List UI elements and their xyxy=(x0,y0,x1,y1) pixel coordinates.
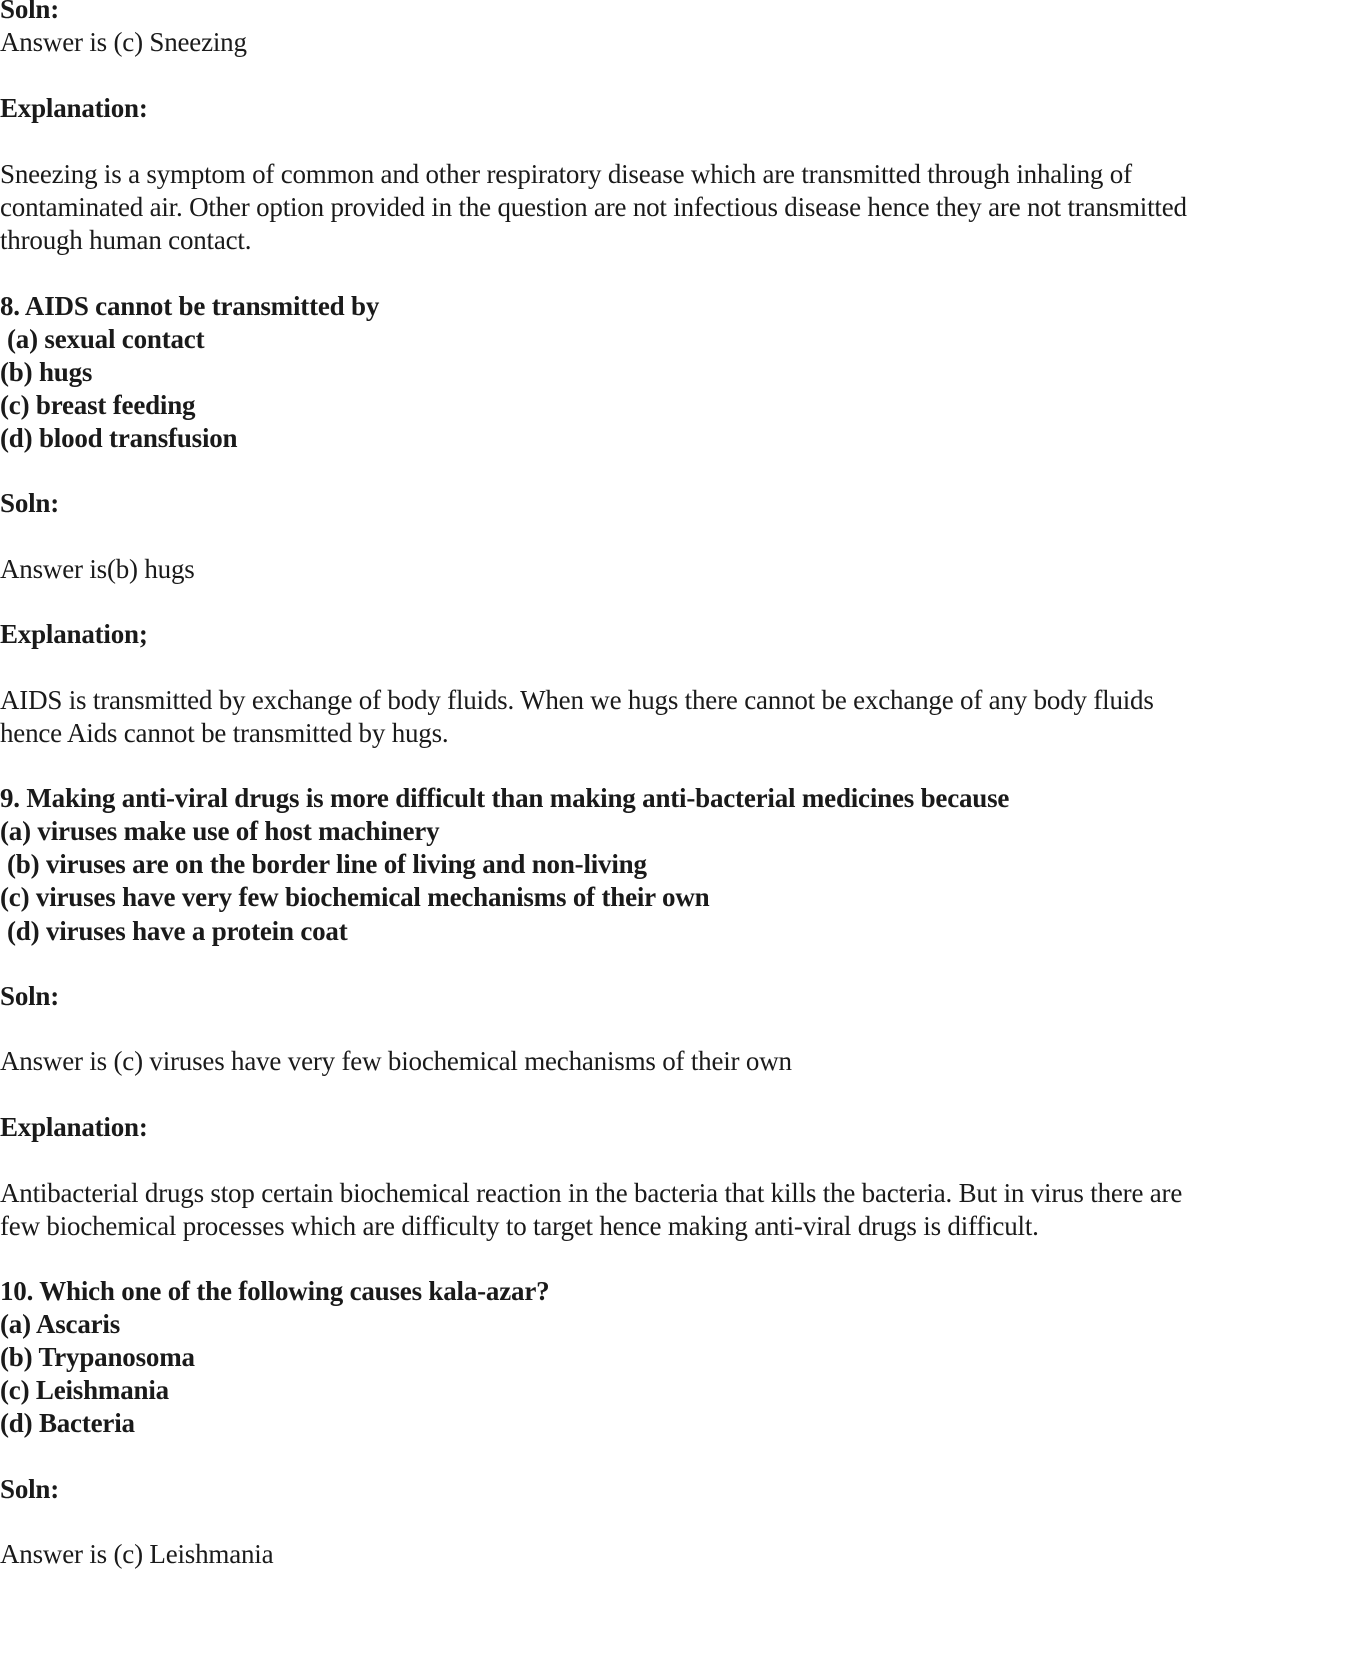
answer-text: Answer is (c) Sneezing xyxy=(0,27,247,57)
option-d: (d) blood transfusion xyxy=(0,423,238,453)
question-title: 8. AIDS cannot be transmitted by xyxy=(0,291,380,321)
answer-text: Answer is (c) Leishmania xyxy=(0,1539,274,1569)
explanation-label: Explanation; xyxy=(0,619,148,649)
option-b: (b) viruses are on the border line of living and non-living xyxy=(7,849,647,879)
option-a: (a) viruses make use of host machinery xyxy=(0,816,440,846)
explanation-line: AIDS is transmitted by exchange of body fluids. When we hugs there cannot be exchange of any body fluids xyxy=(0,685,1154,715)
option-c: (c) viruses have very few biochemical mechanisms of their own xyxy=(0,882,710,912)
option-a: (a) Ascaris xyxy=(0,1309,121,1339)
explanation-label: Explanation: xyxy=(0,1112,148,1142)
question-title: 10. Which one of the following causes kala-azar? xyxy=(0,1276,550,1306)
option-c: (c) breast feeding xyxy=(0,390,196,420)
explanation-line: through human contact. xyxy=(0,225,252,255)
option-d: (d) Bacteria xyxy=(0,1408,135,1438)
option-a: (a) sexual contact xyxy=(7,324,205,354)
explanation-label: Explanation: xyxy=(0,93,148,123)
explanation-line: hence Aids cannot be transmitted by hugs. xyxy=(0,718,449,748)
explanation-line: contaminated air. Other option provided in the question are not infectious disease hence they are not transmitted xyxy=(0,192,1187,222)
question-title: 9. Making anti-viral drugs is more difficult than making anti-bacterial medicines because xyxy=(0,783,1010,813)
explanation-line: Sneezing is a symptom of common and other respiratory disease which are transmitted through inhaling of xyxy=(0,159,1132,189)
answer-text: Answer is(b) hugs xyxy=(0,554,195,584)
option-d: (d) viruses have a protein coat xyxy=(7,916,348,946)
soln-label: Soln: xyxy=(0,0,60,24)
soln-label: Soln: xyxy=(0,981,60,1011)
option-b: (b) hugs xyxy=(0,357,93,387)
answer-text: Answer is (c) viruses have very few biochemical mechanisms of their own xyxy=(0,1046,792,1076)
soln-label: Soln: xyxy=(0,488,60,518)
explanation-line: few biochemical processes which are difficulty to target hence making anti-viral drugs is difficult. xyxy=(0,1211,1039,1241)
soln-label: Soln: xyxy=(0,1474,60,1504)
explanation-line: Antibacterial drugs stop certain biochemical reaction in the bacteria that kills the bacteria. But in virus there are xyxy=(0,1178,1183,1208)
option-b: (b) Trypanosoma xyxy=(0,1342,195,1372)
option-c: (c) Leishmania xyxy=(0,1375,169,1405)
